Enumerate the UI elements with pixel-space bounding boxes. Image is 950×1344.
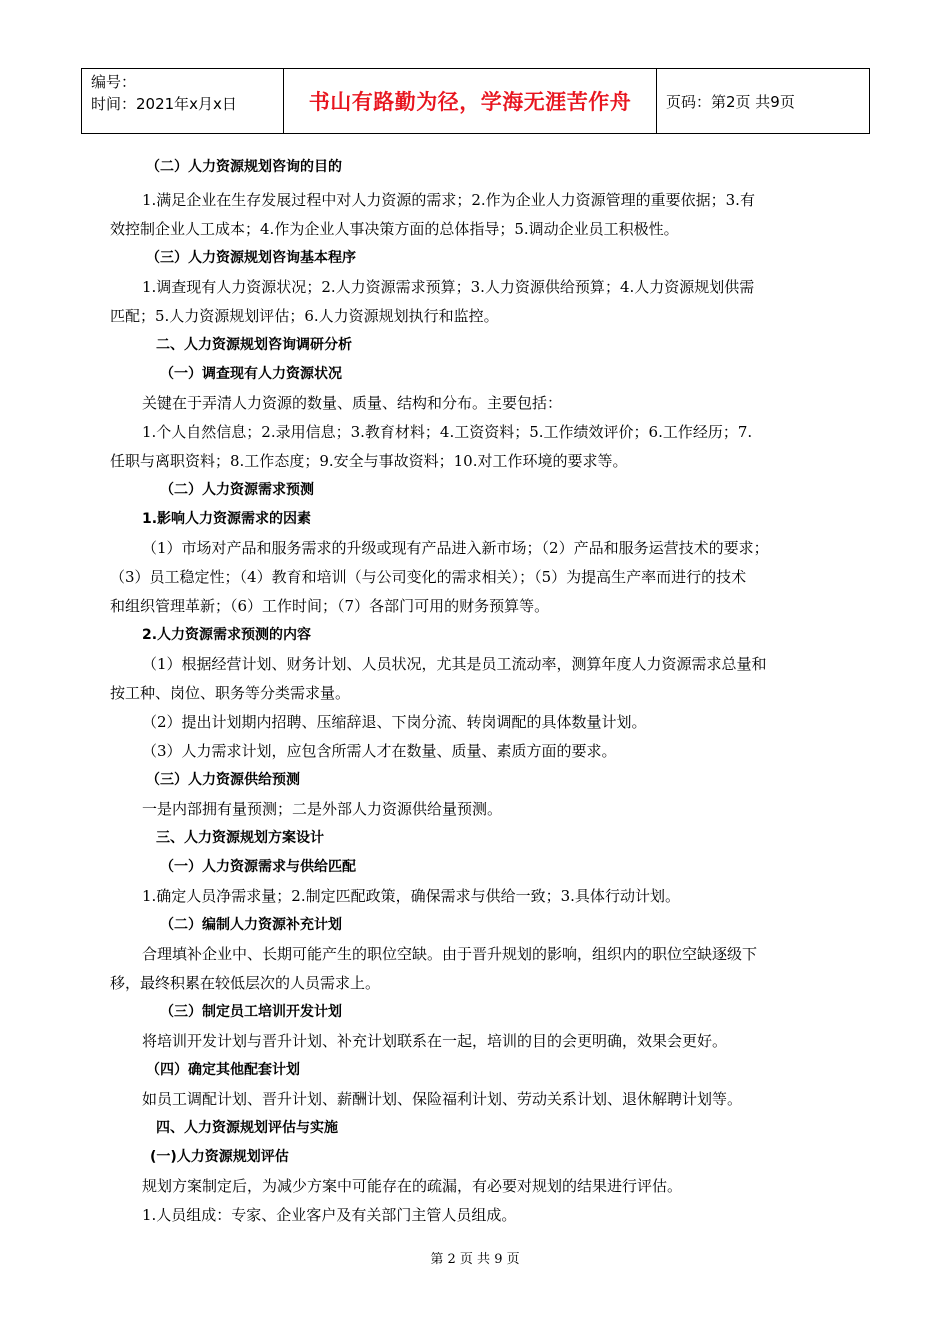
paragraph-line: 关键在于弄清人力资源的数量、质量、结构和分布。主要包括： bbox=[142, 394, 563, 412]
paragraph-line: 1.个人自然信息；2.录用信息；3.教育材料；4.工资资料；5.工作绩效评价；6.工作经历；7. bbox=[142, 423, 753, 441]
code-label: 编号： bbox=[91, 73, 137, 91]
header-table bbox=[81, 68, 870, 134]
section-heading: (一)人力资源规划评估 bbox=[150, 1149, 289, 1165]
paragraph-line: 和组织管理革新；（6）工作时间；（7）各部门可用的财务预算等。 bbox=[110, 597, 550, 615]
paragraph-line: 任职与离职资料；8.工作态度；9.安全与事故资料；10.对工作环境的要求等。 bbox=[110, 452, 628, 470]
section-heading: （三）人力资源供给预测 bbox=[146, 772, 300, 788]
paragraph-line: 1.调查现有人力资源状况；2.人力资源需求预算；3.人力资源供给预算；4.人力资源规划供需 bbox=[142, 278, 755, 296]
paragraph-line: 规划方案制定后，为减少方案中可能存在的疏漏，有必要对规划的结果进行评估。 bbox=[142, 1177, 683, 1195]
motto-text: 书山有路勤为径，学海无涯苦作舟 bbox=[308, 90, 632, 114]
section-heading: （二）人力资源规划咨询的目的 bbox=[146, 159, 342, 175]
paragraph-line: （3）员工稳定性；（4）教育和培训（与公司变化的需求相关）；（5）为提高生产率而进行的技术 bbox=[110, 568, 747, 586]
footer-page-number: 第 2 页 共 9 页 bbox=[430, 1252, 520, 1267]
subsection-heading: 2.人力资源需求预测的内容 bbox=[142, 627, 312, 643]
paragraph-line: 移，最终积累在较低层次的人员需求上。 bbox=[110, 974, 381, 992]
section-heading: （一）人力资源需求与供给匹配 bbox=[160, 859, 356, 875]
section-heading: （三）人力资源规划咨询基本程序 bbox=[146, 250, 356, 266]
paragraph-line: 合理填补企业中、长期可能产生的职位空缺。由于晋升规划的影响，组织内的职位空缺逐级下 bbox=[142, 945, 758, 963]
chapter-heading: 三、人力资源规划方案设计 bbox=[156, 830, 324, 846]
paragraph-line: 一是内部拥有量预测；二是外部人力资源供给量预测。 bbox=[142, 800, 503, 818]
subsection-heading: 1.影响人力资源需求的因素 bbox=[142, 511, 312, 527]
paragraph-line: 效控制企业人工成本；4.作为企业人事决策方面的总体指导；5.调动企业员工积极性。 bbox=[110, 220, 679, 238]
section-heading: （三）制定员工培训开发计划 bbox=[160, 1004, 342, 1020]
header-meta-cell bbox=[82, 69, 284, 133]
section-heading: （二）编制人力资源补充计划 bbox=[160, 917, 342, 933]
page-footer bbox=[0, 1248, 950, 1267]
chapter-heading: 二、人力资源规划咨询调研分析 bbox=[156, 337, 352, 353]
section-heading: （四）确定其他配套计划 bbox=[146, 1062, 300, 1078]
paragraph-line: 按工种、岗位、职务等分类需求量。 bbox=[110, 684, 351, 702]
paragraph-line: （3）人力需求计划，应包含所需人才在数量、质量、素质方面的要求。 bbox=[142, 742, 617, 760]
paragraph-line: （2）提出计划期内招聘、压缩辞退、下岗分流、转岗调配的具体数量计划。 bbox=[142, 713, 647, 731]
page-info-cell bbox=[657, 69, 869, 133]
paragraph-line: 如员工调配计划、晋升计划、薪酬计划、保险福利计划、劳动关系计划、退休解聘计划等。 bbox=[142, 1090, 743, 1108]
paragraph-line: 匹配；5.人力资源规划评估；6.人力资源规划执行和监控。 bbox=[110, 307, 499, 325]
paragraph-line: 1.满足企业在生存发展过程中对人力资源的需求；2.作为企业人力资源管理的重要依据；3.有 bbox=[142, 191, 755, 209]
paragraph-line: 1.确定人员净需求量；2.制定匹配政策，确保需求与供给一致；3.具体行动计划。 bbox=[142, 887, 680, 905]
paragraph-line: 1.人员组成：专家、企业客户及有关部门主管人员组成。 bbox=[142, 1206, 517, 1224]
paragraph-line: （1）根据经营计划、财务计划、人员状况，尤其是员工流动率，测算年度人力资源需求总量和 bbox=[142, 655, 767, 673]
paragraph-line: （1）市场对产品和服务需求的升级或现有产品进入新市场；（2）产品和服务运营技术的要求； bbox=[142, 539, 769, 557]
motto-cell bbox=[284, 69, 657, 133]
page-info-text: 页码：第2页 共9页 bbox=[666, 92, 795, 111]
section-heading: （二）人力资源需求预测 bbox=[160, 482, 314, 498]
chapter-heading: 四、人力资源规划评估与实施 bbox=[156, 1120, 338, 1136]
date-label: 时间：2021年x月x日 bbox=[91, 95, 237, 113]
paragraph-line: 将培训开发计划与晋升计划、补充计划联系在一起，培训的目的会更明确，效果会更好。 bbox=[142, 1032, 728, 1050]
section-heading: （一）调查现有人力资源状况 bbox=[160, 366, 342, 382]
